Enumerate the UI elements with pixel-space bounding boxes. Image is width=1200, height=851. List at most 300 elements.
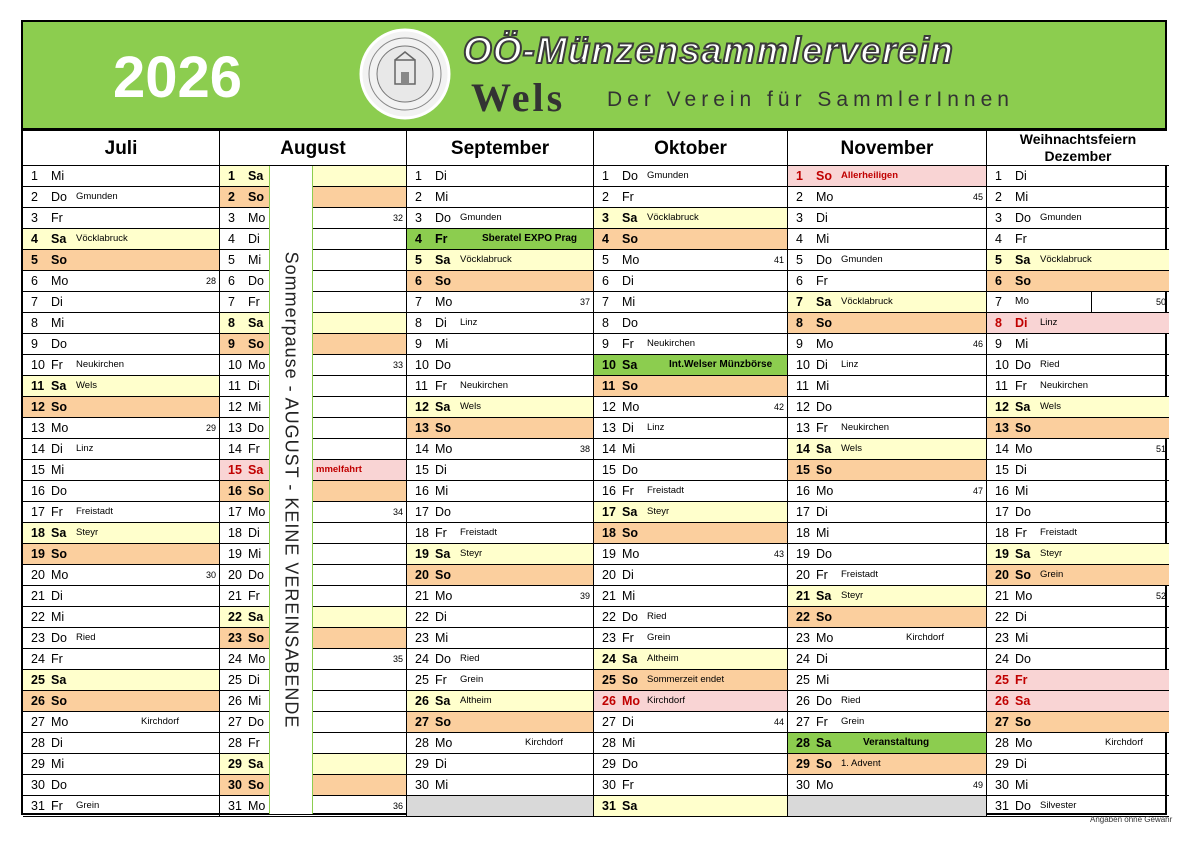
day-cell (407, 271, 594, 292)
day-number: 9 (796, 337, 803, 351)
day-number: 12 (602, 400, 616, 414)
weekday: Do (248, 421, 264, 435)
event-note: Grein (76, 800, 100, 811)
day-number: 6 (415, 274, 422, 288)
day-number: 20 (995, 568, 1009, 582)
day-cell (23, 586, 220, 607)
weekday: Do (816, 547, 832, 561)
day-number: 21 (31, 589, 45, 603)
day-number: 12 (415, 400, 429, 414)
event-note: Kirchdorf (141, 716, 180, 727)
month-header: September (407, 131, 594, 166)
day-number: 5 (995, 253, 1002, 267)
day-cell (788, 208, 987, 229)
day-number: 22 (602, 610, 616, 624)
day-cell (987, 607, 1169, 628)
day-cell (788, 166, 987, 187)
day-cell (23, 418, 220, 439)
day-cell (987, 691, 1169, 712)
week-number: 41 (773, 255, 784, 265)
weekday: Mi (248, 547, 262, 561)
day-number: 5 (228, 253, 235, 267)
day-number: 8 (31, 316, 38, 330)
day-number: 24 (995, 652, 1009, 666)
day-number: 14 (995, 442, 1009, 456)
day-cell (407, 313, 594, 334)
weekday: Do (248, 274, 264, 288)
day-cell (23, 754, 220, 775)
event-note: Altheim (647, 653, 679, 664)
day-cell (987, 229, 1169, 250)
weekday: Mo (248, 652, 266, 666)
calendar-grid (21, 129, 1167, 815)
event-note: Kirchdorf (647, 695, 686, 706)
day-cell (788, 796, 987, 817)
day-number: 1 (602, 169, 609, 183)
day-cell (220, 292, 407, 313)
day-number: 1 (995, 169, 1002, 183)
weekday: So (51, 547, 67, 561)
day-cell (220, 649, 407, 670)
weekday: Sa (1015, 547, 1031, 561)
day-number: 11 (796, 379, 809, 393)
weekday: Sa (1015, 694, 1031, 708)
day-cell (407, 733, 594, 754)
day-cell (23, 691, 220, 712)
day-cell (987, 796, 1169, 817)
event-note: Veranstaltung (863, 737, 930, 748)
weekday: Mo (248, 799, 266, 813)
day-number: 21 (602, 589, 616, 603)
week-number: 52 (1155, 591, 1166, 601)
week-number: 38 (579, 444, 590, 454)
day-number: 18 (796, 526, 810, 540)
day-cell (220, 586, 407, 607)
day-number: 18 (415, 526, 429, 540)
week-number: 30 (205, 570, 216, 580)
week-number: 34 (392, 507, 403, 517)
day-cell (987, 460, 1169, 481)
day-number: 29 (415, 757, 429, 771)
day-cell (407, 397, 594, 418)
day-number: 7 (995, 295, 1002, 309)
day-cell (407, 250, 594, 271)
weekday: Di (435, 316, 447, 330)
weekday: Fr (622, 337, 634, 351)
day-number: 16 (228, 484, 242, 498)
weekday: Do (51, 484, 67, 498)
weekday: Fr (816, 274, 828, 288)
day-number: 23 (31, 631, 45, 645)
weekday: Sa (622, 505, 638, 519)
day-number: 14 (796, 442, 810, 456)
event-note: Wels (76, 380, 97, 391)
day-number: 25 (31, 673, 45, 687)
event-note: Freistadt (460, 527, 497, 538)
day-number: 18 (31, 526, 45, 540)
day-number: 13 (602, 421, 616, 435)
day-cell (987, 439, 1169, 460)
weekday: So (435, 274, 451, 288)
day-cell (407, 586, 594, 607)
weekday: Di (248, 526, 260, 540)
event-note: Linz (841, 359, 859, 370)
day-number: 25 (415, 673, 429, 687)
event-note: Freistadt (1040, 527, 1077, 538)
day-number: 15 (415, 463, 429, 477)
day-cell (23, 187, 220, 208)
day-number: 16 (602, 484, 616, 498)
day-cell (220, 712, 407, 733)
day-number: 26 (796, 694, 810, 708)
weekday: Mo (51, 274, 69, 288)
day-cell (987, 775, 1169, 796)
day-number: 11 (995, 379, 1008, 393)
day-cell (987, 502, 1169, 523)
day-number: 29 (228, 757, 242, 771)
day-cell (594, 481, 788, 502)
day-number: 9 (31, 337, 38, 351)
day-number: 14 (228, 442, 242, 456)
event-note: Linz (1040, 317, 1058, 328)
event-note: Neukirchen (841, 422, 890, 433)
weekday: Mi (622, 442, 636, 456)
club-seal-logo (359, 28, 451, 120)
weekday: Do (622, 169, 638, 183)
day-cell (23, 334, 220, 355)
day-number: 15 (228, 463, 242, 477)
weekday: Sa (622, 211, 638, 225)
weekday: Di (1015, 610, 1027, 624)
day-number: 28 (796, 736, 810, 750)
weekday: Di (51, 442, 63, 456)
event-note: Ried (1040, 359, 1060, 370)
week-number: 39 (579, 591, 590, 601)
day-cell (220, 418, 407, 439)
weekday: So (248, 778, 264, 792)
day-number: 16 (995, 484, 1009, 498)
day-cell (594, 292, 788, 313)
day-number: 3 (602, 211, 609, 225)
day-number: 2 (602, 190, 609, 204)
day-number: 10 (228, 358, 242, 372)
weekday: Mo (622, 694, 641, 708)
day-cell (23, 481, 220, 502)
weekday: Mi (248, 694, 262, 708)
month-header: Weihnachtsfeiern Dezember (987, 131, 1169, 166)
event-note: Steyr (76, 527, 99, 538)
day-number: 14 (31, 442, 45, 456)
weekday: Di (51, 736, 63, 750)
weekday: Sa (51, 673, 67, 687)
day-cell (407, 439, 594, 460)
weekday: Mo (1015, 589, 1033, 603)
day-cell (788, 460, 987, 481)
weekday: Sa (248, 610, 264, 624)
day-cell (987, 481, 1169, 502)
event-note: Vöcklabruck (841, 296, 893, 307)
day-cell (407, 523, 594, 544)
day-number: 23 (796, 631, 810, 645)
day-number: 28 (995, 736, 1009, 750)
day-cell (788, 292, 987, 313)
weekday: Fr (1015, 673, 1028, 687)
weekday: Mo (51, 715, 69, 729)
day-number: 27 (995, 715, 1009, 729)
day-cell (594, 439, 788, 460)
weekday: Mo (51, 568, 69, 582)
weekday: So (248, 484, 264, 498)
day-number: 30 (602, 778, 616, 792)
day-number: 18 (228, 526, 242, 540)
day-number: 9 (995, 337, 1002, 351)
day-cell (220, 355, 407, 376)
day-number: 21 (228, 589, 242, 603)
weekday: Fr (622, 631, 634, 645)
day-number: 29 (31, 757, 45, 771)
day-cell (788, 691, 987, 712)
day-cell (594, 313, 788, 334)
day-cell (220, 502, 407, 523)
day-number: 15 (31, 463, 45, 477)
day-number: 2 (796, 190, 803, 204)
day-number: 13 (796, 421, 810, 435)
day-cell (987, 628, 1169, 649)
weekday: So (816, 169, 832, 183)
event-note: Wels (460, 401, 481, 412)
day-cell (594, 733, 788, 754)
day-number: 30 (796, 778, 810, 792)
day-cell (987, 418, 1169, 439)
week-number: 47 (972, 486, 983, 496)
weekday: Mo (435, 589, 453, 603)
weekday: Fr (622, 778, 634, 792)
day-number: 5 (602, 253, 609, 267)
weekday: So (435, 568, 451, 582)
day-number: 28 (415, 736, 429, 750)
day-cell (594, 544, 788, 565)
day-cell (23, 313, 220, 334)
day-number: 9 (602, 337, 609, 351)
day-number: 8 (415, 316, 422, 330)
day-cell (788, 607, 987, 628)
day-number: 25 (228, 673, 242, 687)
weekday: Di (435, 757, 447, 771)
day-cell (407, 208, 594, 229)
day-number: 3 (228, 211, 235, 225)
day-cell (987, 334, 1169, 355)
day-number: 3 (415, 211, 422, 225)
event-note: Allerheiligen (841, 170, 899, 181)
day-number: 19 (602, 547, 616, 561)
day-cell (220, 481, 407, 502)
day-cell (407, 502, 594, 523)
weekday: Mi (435, 778, 449, 792)
day-cell (220, 544, 407, 565)
day-number: 30 (415, 778, 429, 792)
day-number: 19 (228, 547, 242, 561)
weekday: Do (51, 631, 67, 645)
weekday: Sa (622, 358, 638, 372)
day-cell (220, 565, 407, 586)
day-cell (987, 733, 1169, 754)
day-number: 19 (415, 547, 429, 561)
day-cell (788, 229, 987, 250)
weekday: Mo (248, 505, 266, 519)
day-number: 4 (995, 232, 1002, 246)
weekday: Mo (622, 400, 640, 414)
weekday: Mo (248, 211, 266, 225)
event-note: Kirchdorf (1105, 737, 1144, 748)
day-cell (407, 712, 594, 733)
day-number: 25 (995, 673, 1009, 687)
weekday: Di (816, 358, 828, 372)
day-number: 27 (796, 715, 810, 729)
weekday: Fr (248, 295, 260, 309)
club-tagline: Der Verein für SammlerInnen (607, 88, 1014, 111)
day-number: 8 (602, 316, 609, 330)
week-number: 35 (392, 654, 403, 664)
day-number: 15 (602, 463, 616, 477)
weekday: Fr (51, 652, 63, 666)
weekday: Fr (1015, 526, 1027, 540)
day-cell (788, 649, 987, 670)
day-number: 7 (796, 295, 803, 309)
event-note: Vöcklabruck (460, 254, 512, 265)
day-number: 8 (228, 316, 235, 330)
day-cell (23, 355, 220, 376)
weekday: So (248, 631, 264, 645)
week-number: 37 (579, 297, 590, 307)
event-note: Altheim (460, 695, 492, 706)
weekday: Mi (1015, 337, 1029, 351)
weekday: Do (816, 400, 832, 414)
day-cell (23, 271, 220, 292)
day-number: 1 (31, 169, 38, 183)
day-cell (987, 166, 1169, 187)
day-cell (407, 628, 594, 649)
august-break-label: Sommerpause - AUGUST - KEINE VEREINSABENDE (281, 251, 302, 729)
day-number: 13 (415, 421, 429, 435)
event-note: Steyr (460, 548, 483, 559)
day-number: 24 (602, 652, 616, 666)
day-cell (594, 250, 788, 271)
weekday: Mi (248, 253, 262, 267)
weekday: Fr (435, 379, 447, 393)
weekday: So (1015, 568, 1031, 582)
day-number: 4 (228, 232, 235, 246)
weekday: Sa (816, 589, 832, 603)
day-number: 30 (31, 778, 45, 792)
weekday: Mi (622, 736, 636, 750)
weekday: Sa (816, 295, 832, 309)
day-cell (23, 565, 220, 586)
day-number: 18 (602, 526, 616, 540)
day-cell (594, 397, 788, 418)
day-cell (594, 502, 788, 523)
weekday: Mi (435, 631, 449, 645)
day-number: 24 (415, 652, 429, 666)
weekday: Mo (51, 421, 69, 435)
day-number: 9 (415, 337, 422, 351)
weekday: Fr (435, 526, 447, 540)
day-cell (788, 754, 987, 775)
day-cell (594, 166, 788, 187)
day-number: 20 (31, 568, 45, 582)
month-header: November (788, 131, 987, 166)
day-number: 10 (796, 358, 810, 372)
event-note: Neukirchen (1040, 380, 1089, 391)
day-number: 6 (228, 274, 235, 288)
weekday: So (435, 715, 451, 729)
day-number: 7 (31, 295, 38, 309)
day-cell (23, 292, 220, 313)
day-number: 20 (602, 568, 616, 582)
event-note: mmelfahrt (316, 464, 362, 475)
day-cell (220, 796, 407, 817)
weekday: Mi (1015, 778, 1029, 792)
day-number: 21 (415, 589, 429, 603)
weekday: Mo (435, 442, 453, 456)
weekday: Mi (816, 673, 830, 687)
week-number: 50 (1155, 297, 1166, 307)
day-cell (407, 166, 594, 187)
day-number: 1 (796, 169, 803, 183)
weekday: Sa (248, 463, 264, 477)
event-note: Steyr (1040, 548, 1063, 559)
week-number: 36 (392, 801, 403, 811)
weekday: Mi (1015, 190, 1029, 204)
day-cell (788, 670, 987, 691)
event-note: Gmunden (1040, 212, 1082, 223)
week-number: 43 (773, 549, 784, 559)
day-number: 27 (31, 715, 45, 729)
day-number: 17 (602, 505, 616, 519)
day-number: 2 (415, 190, 422, 204)
event-note: Freistadt (841, 569, 878, 580)
day-number: 12 (796, 400, 810, 414)
day-cell (788, 628, 987, 649)
day-cell (23, 229, 220, 250)
day-cell (220, 460, 407, 481)
day-cell (594, 607, 788, 628)
weekday: Do (51, 778, 67, 792)
day-number: 17 (415, 505, 429, 519)
day-number: 6 (995, 274, 1002, 288)
day-number: 26 (995, 694, 1009, 708)
day-number: 29 (796, 757, 810, 771)
weekday: Di (816, 505, 828, 519)
event-note: Sberatel EXPO Prag (482, 233, 578, 244)
event-note: Ried (841, 695, 861, 706)
day-number: 11 (228, 379, 241, 393)
day-cell (407, 796, 594, 817)
day-number: 30 (995, 778, 1009, 792)
day-cell (23, 166, 220, 187)
day-number: 10 (995, 358, 1009, 372)
day-number: 20 (228, 568, 242, 582)
week-number: 33 (392, 360, 403, 370)
weekday: Mi (51, 316, 65, 330)
day-number: 3 (995, 211, 1002, 225)
day-cell (788, 397, 987, 418)
day-cell (407, 607, 594, 628)
day-number: 17 (995, 505, 1009, 519)
day-cell (594, 796, 788, 817)
day-cell (788, 271, 987, 292)
weekday: Mi (1015, 484, 1029, 498)
day-cell (23, 733, 220, 754)
